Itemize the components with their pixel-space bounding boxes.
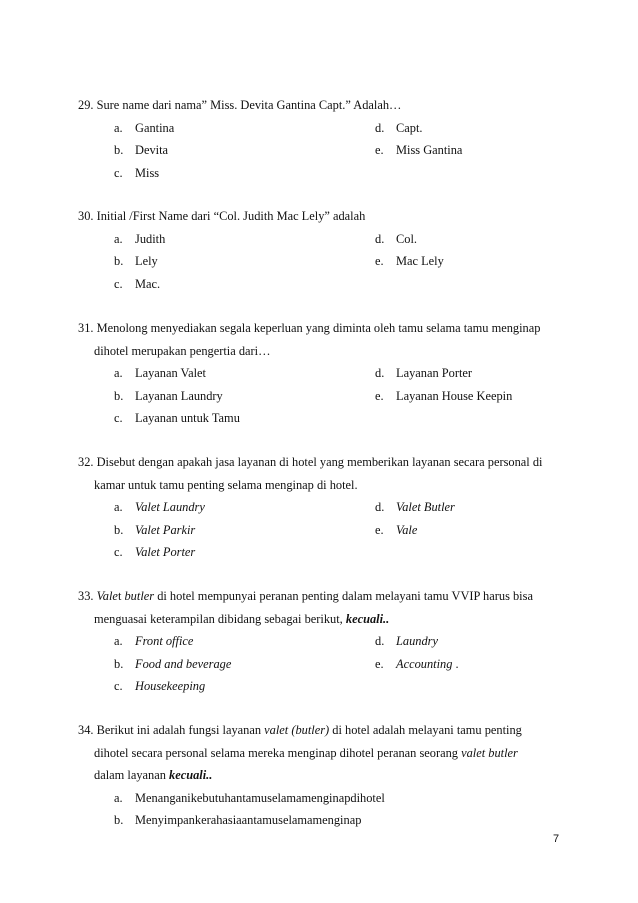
question-33: [78, 585, 578, 698]
option-30-c[interactable]: c. Mac.: [114, 276, 161, 291]
option-31-a[interactable]: a. Layanan Valet: [114, 366, 206, 380]
option-29-b[interactable]: b. Devita: [114, 143, 169, 157]
option-row: [78, 653, 578, 676]
option-30-a[interactable]: a. Judith: [114, 231, 166, 246]
question-34-text-cont-2: dalam layanan kecuali..: [94, 768, 213, 782]
option-32-b[interactable]: b. Valet Parkir: [114, 522, 196, 537]
question-31-text-cont: dihotel merupakan pengertia dari…: [94, 343, 271, 358]
option-30-d[interactable]: d. Col.: [375, 231, 417, 246]
question-30: [78, 205, 578, 295]
question-33-text-cont: menguasai keterampilan dibidang sebagai berikut, kecuali..: [94, 611, 390, 626]
option-31-b[interactable]: b. Layanan Laundry: [114, 388, 223, 403]
question-34: [78, 719, 578, 832]
question-29-text: 29. Sure name dari nama” Miss. Devita Gantina Capt.” Adalah…: [78, 98, 402, 112]
option-row: [78, 273, 578, 296]
option-row: [78, 162, 578, 185]
option-row: [78, 496, 578, 519]
option-32-a[interactable]: a. Valet Laundry: [114, 500, 205, 514]
option-32-d[interactable]: d. Valet Butler: [375, 500, 455, 514]
question-29: [78, 94, 578, 184]
option-29-c[interactable]: c. Miss: [114, 165, 160, 180]
option-29-e[interactable]: e. Miss Gantina: [375, 143, 463, 157]
option-row: [78, 541, 578, 564]
question-30-text: 30. Initial /First Name dari “Col. Judith Mac Lely” adalah: [78, 209, 366, 223]
option-row: [78, 519, 578, 542]
page-number: 7: [553, 833, 560, 845]
option-row: [78, 228, 578, 251]
option-row: [78, 117, 578, 140]
question-31: [78, 317, 578, 430]
option-33-a[interactable]: a. Front office: [114, 634, 194, 648]
option-row: [78, 675, 578, 698]
option-31-c[interactable]: c. Layanan untuk Tamu: [114, 411, 240, 425]
option-31-d[interactable]: d. Layanan Porter: [375, 366, 473, 380]
option-33-e[interactable]: e. Accounting .: [375, 656, 459, 671]
option-34-a[interactable]: a. Menanganikebutuhantamuselamamenginapdihotel: [114, 790, 385, 805]
option-row: [78, 362, 578, 385]
option-row: [78, 139, 578, 162]
option-34-b[interactable]: b. Menyimpankerahasiaantamuselamamenginap: [114, 813, 362, 827]
option-row: [78, 787, 578, 810]
question-34-text: 34. Berikut ini adalah fungsi layanan valet (butler) di hotel adalah melayani tamu penting: [78, 723, 522, 737]
option-31-e[interactable]: e. Layanan House Keepin: [375, 388, 513, 403]
option-33-d[interactable]: d. Laundry: [375, 634, 438, 648]
option-row: [78, 809, 578, 832]
question-33-text: 33. Valet butler di hotel mempunyai peranan penting dalam melayani tamu VVIP harus bisa: [78, 589, 533, 603]
option-row: [78, 385, 578, 408]
option-29-a[interactable]: a. Gantina: [114, 120, 175, 135]
question-32: [78, 451, 578, 564]
option-row: [78, 407, 578, 430]
option-33-c[interactable]: c. Housekeeping: [114, 679, 206, 693]
question-34-text-cont: dihotel secara personal selama mereka menginap dihotel peranan seorang valet butler: [94, 745, 518, 760]
option-29-d[interactable]: d. Capt.: [375, 120, 423, 135]
option-30-e[interactable]: e. Mac Lely: [375, 254, 444, 268]
question-32-text: 32. Disebut dengan apakah jasa layanan di hotel yang memberikan layanan secara personal di: [78, 455, 543, 469]
option-30-b[interactable]: b. Lely: [114, 254, 158, 268]
question-32-text-cont: kamar untuk tamu penting selama menginap di hotel.: [94, 477, 358, 492]
option-33-b[interactable]: b. Food and beverage: [114, 656, 232, 671]
option-row: [78, 630, 578, 653]
option-32-e[interactable]: e. Vale: [375, 522, 418, 537]
question-31-text: 31. Menolong menyediakan segala keperluan yang diminta oleh tamu selama tamu menginap: [78, 321, 541, 335]
option-row: [78, 250, 578, 273]
option-32-c[interactable]: c. Valet Porter: [114, 545, 196, 559]
